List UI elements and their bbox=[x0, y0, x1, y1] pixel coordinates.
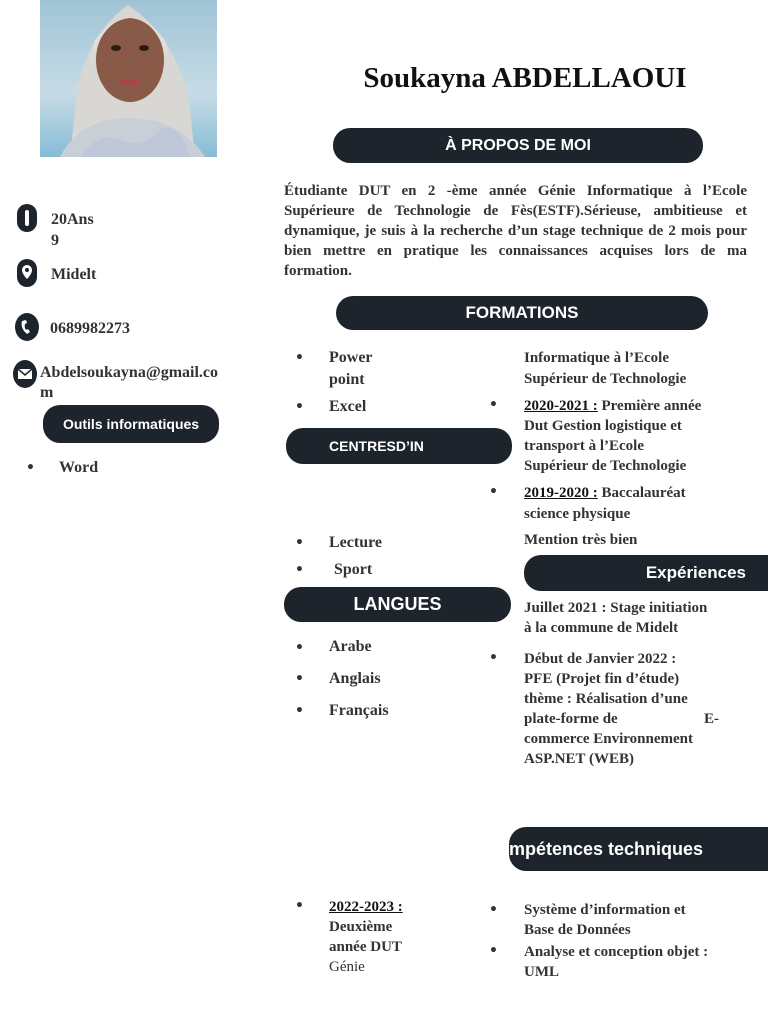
age-text-2: 9 bbox=[51, 232, 59, 249]
formation-2020-line: transport à l’Ecole bbox=[524, 438, 644, 454]
about-heading: À PROPOS DE MOI bbox=[333, 128, 703, 163]
bullet: • bbox=[26, 460, 35, 476]
tool-word: Word bbox=[59, 459, 99, 476]
age-text: 20Ans bbox=[51, 211, 94, 228]
formation-2019: 2019-2020 : Baccalauréat bbox=[524, 485, 686, 501]
bullet: • bbox=[489, 397, 498, 413]
bullet: • bbox=[295, 535, 304, 551]
formation-2020: 2020-2021 : Première année bbox=[524, 398, 702, 414]
competence-2-line: UML bbox=[524, 964, 559, 980]
competences-heading: mpétences techniques bbox=[509, 827, 768, 871]
bullet: • bbox=[295, 898, 304, 914]
competence-1-line: Système d’information et bbox=[524, 902, 686, 918]
tool-excel: Excel bbox=[329, 398, 367, 415]
bullet: • bbox=[295, 562, 304, 578]
bullet: • bbox=[489, 650, 498, 666]
about-text: Étudiante DUT en 2 -ème année Génie Informatique à l’Ecole Supérieure de Technologie de Fès(ESTF).Sérieuse, ambitieuse et dynamique, je suis à la recherche d’un stage technique de 2 mois pour bien mettre en pratique les connaissances acquises lors de ma formation. bbox=[284, 183, 747, 279]
formation-2019-line: science physique bbox=[524, 506, 631, 522]
language-arabe: Arabe bbox=[329, 638, 372, 655]
experience-2-line: Début de Janvier 2022 : bbox=[524, 651, 677, 667]
phone-text: 0689982273 bbox=[50, 320, 130, 337]
bullet: • bbox=[489, 943, 498, 959]
bullet: • bbox=[295, 399, 304, 415]
bullet: • bbox=[489, 484, 498, 500]
formation-2020-line: Dut Gestion logistique et bbox=[524, 418, 682, 434]
email-icon bbox=[12, 359, 38, 389]
age-icon bbox=[15, 202, 39, 234]
tool-powerpoint: Power bbox=[329, 349, 373, 366]
experience-2-line: PFE (Projet fin d’étude) bbox=[524, 671, 680, 687]
formation-mention: Mention très bien bbox=[524, 532, 638, 548]
languages-heading: LANGUES bbox=[284, 587, 511, 622]
interest-lecture: Lecture bbox=[329, 534, 383, 551]
interest-sport: Sport bbox=[334, 561, 373, 578]
competence-1-line: Base de Données bbox=[524, 922, 631, 938]
avatar bbox=[40, 0, 217, 157]
bullet: • bbox=[295, 640, 304, 656]
bullet: • bbox=[295, 350, 304, 366]
language-francais: Français bbox=[329, 702, 389, 719]
formation-2020-line: Supérieur de Technologie bbox=[524, 458, 687, 474]
bullet: • bbox=[295, 671, 304, 687]
tools-heading: Outils informatiques bbox=[43, 405, 219, 443]
formation-cont-line: Supérieur de Technologie bbox=[524, 371, 687, 387]
bullet: • bbox=[295, 703, 304, 719]
bullet: • bbox=[489, 902, 498, 918]
interests-heading: CENTRESD’IN bbox=[286, 428, 512, 464]
experience-2-line: E- bbox=[704, 711, 719, 727]
experience-2-line: ASP.NET (WEB) bbox=[524, 751, 635, 767]
experience-2-line: commerce Environnement bbox=[524, 731, 693, 747]
experience-2-line: thème : Réalisation d’une bbox=[524, 691, 688, 707]
tool-powerpoint-2: point bbox=[329, 371, 365, 388]
formation-2022-line: Deuxième bbox=[329, 919, 393, 935]
experiences-heading: Expériences bbox=[524, 555, 768, 591]
email-text: Abdelsoukayna@gmail.co bbox=[40, 364, 219, 381]
experience-2-line: plate-forme de bbox=[524, 711, 618, 727]
formations-heading: FORMATIONS bbox=[336, 296, 708, 330]
experience-1-line: à la commune de Midelt bbox=[524, 620, 679, 636]
profile-photo bbox=[40, 0, 217, 157]
formation-2022-line: Génie bbox=[329, 959, 365, 975]
formation-2022-year: 2022-2023 : bbox=[329, 899, 403, 915]
phone-icon bbox=[13, 311, 41, 343]
formation-2022-line: année DUT bbox=[329, 939, 402, 955]
location-pin-icon bbox=[15, 257, 39, 289]
formation-cont-line: Informatique à l’Ecole bbox=[524, 350, 669, 366]
city-text: Midelt bbox=[51, 266, 97, 283]
experience-1-line: Juillet 2021 : Stage initiation bbox=[524, 600, 708, 616]
page-title: Soukayna ABDELLAOUI bbox=[363, 62, 687, 94]
language-anglais: Anglais bbox=[329, 670, 381, 687]
email-text-2: m bbox=[40, 384, 54, 401]
competence-2-line: Analyse et conception objet : bbox=[524, 944, 709, 960]
